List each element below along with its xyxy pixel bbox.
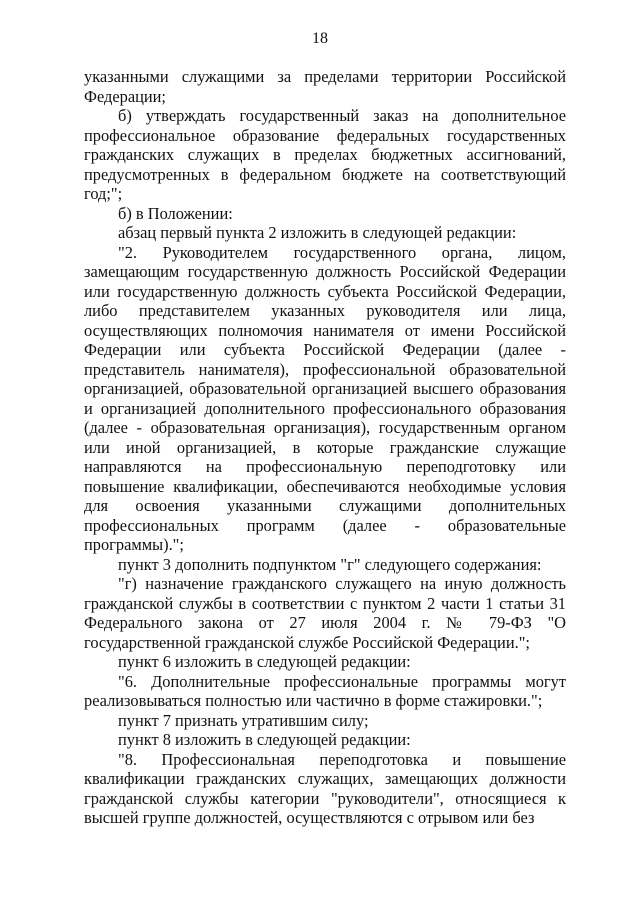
paragraph: "г) назначение гражданского служащего на иную должность гражданской службы в соответствии с пунктом 2 части 1 статьи 31 Федерального закона от 27 июля 2004 г. № 79-ФЗ "О государственной гражданской службе Российской Федерации."; bbox=[84, 574, 566, 652]
paragraph: пункт 6 изложить в следующей редакции: bbox=[118, 652, 411, 671]
paragraph: указанными служащими за пределами территории Российской Федерации; bbox=[84, 67, 566, 106]
document-body bbox=[84, 67, 566, 828]
paragraph: абзац первый пункта 2 изложить в следующей редакции: bbox=[118, 223, 517, 242]
paragraph: пункт 3 дополнить подпунктом "г" следующего содержания: bbox=[118, 554, 542, 574]
page-number: 18 bbox=[312, 30, 328, 47]
paragraph: "8. Профессиональная переподготовка и повышение квалификации гражданских служащих, замещающих должности гражданской службы категории "руководители", относящиеся к высшей группе должностей, осуществляются с отрывом или без bbox=[84, 749, 566, 827]
paragraph: пункт 7 признать утратившим силу; bbox=[118, 710, 369, 730]
paragraph: "2. Руководителем государственного органа, лицом, замещающим государственную должность Российской Федерации или государственную должность субъекта Российской Федерации, либо представителем указанных руководителя или лица, осуществляющих полномочия нанимателя от имени Российской Федерации или субъекта Российской Федерации (далее - представитель нанимателя), профессиональной образовательной организацией, образовательной организацией высшего образования и организацией дополнительного профессионального образования (далее - образовательная организация), государственным органом или иной организацией, в которые гражданские служащие направляются на профессиональную переподготовку или повышение квалификации, обеспечиваются необходимые условия для освоения указанными служащими дополнительных профессиональных программ (далее - образовательные программы)."; bbox=[84, 242, 566, 554]
paragraph: "6. Дополнительные профессиональные программы могут реализовываться полностью или частично в форме стажировки."; bbox=[84, 671, 566, 710]
paragraph: б) утверждать государственный заказ на дополнительное профессиональное образование федеральных государственных гражданских служащих в пределах бюджетных ассигнований, предусмотренных в федеральном бюджете на соответствующий год;"; bbox=[84, 106, 566, 203]
paragraph: пункт 8 изложить в следующей редакции: bbox=[118, 730, 411, 749]
paragraph: б) в Положении: bbox=[118, 203, 233, 223]
